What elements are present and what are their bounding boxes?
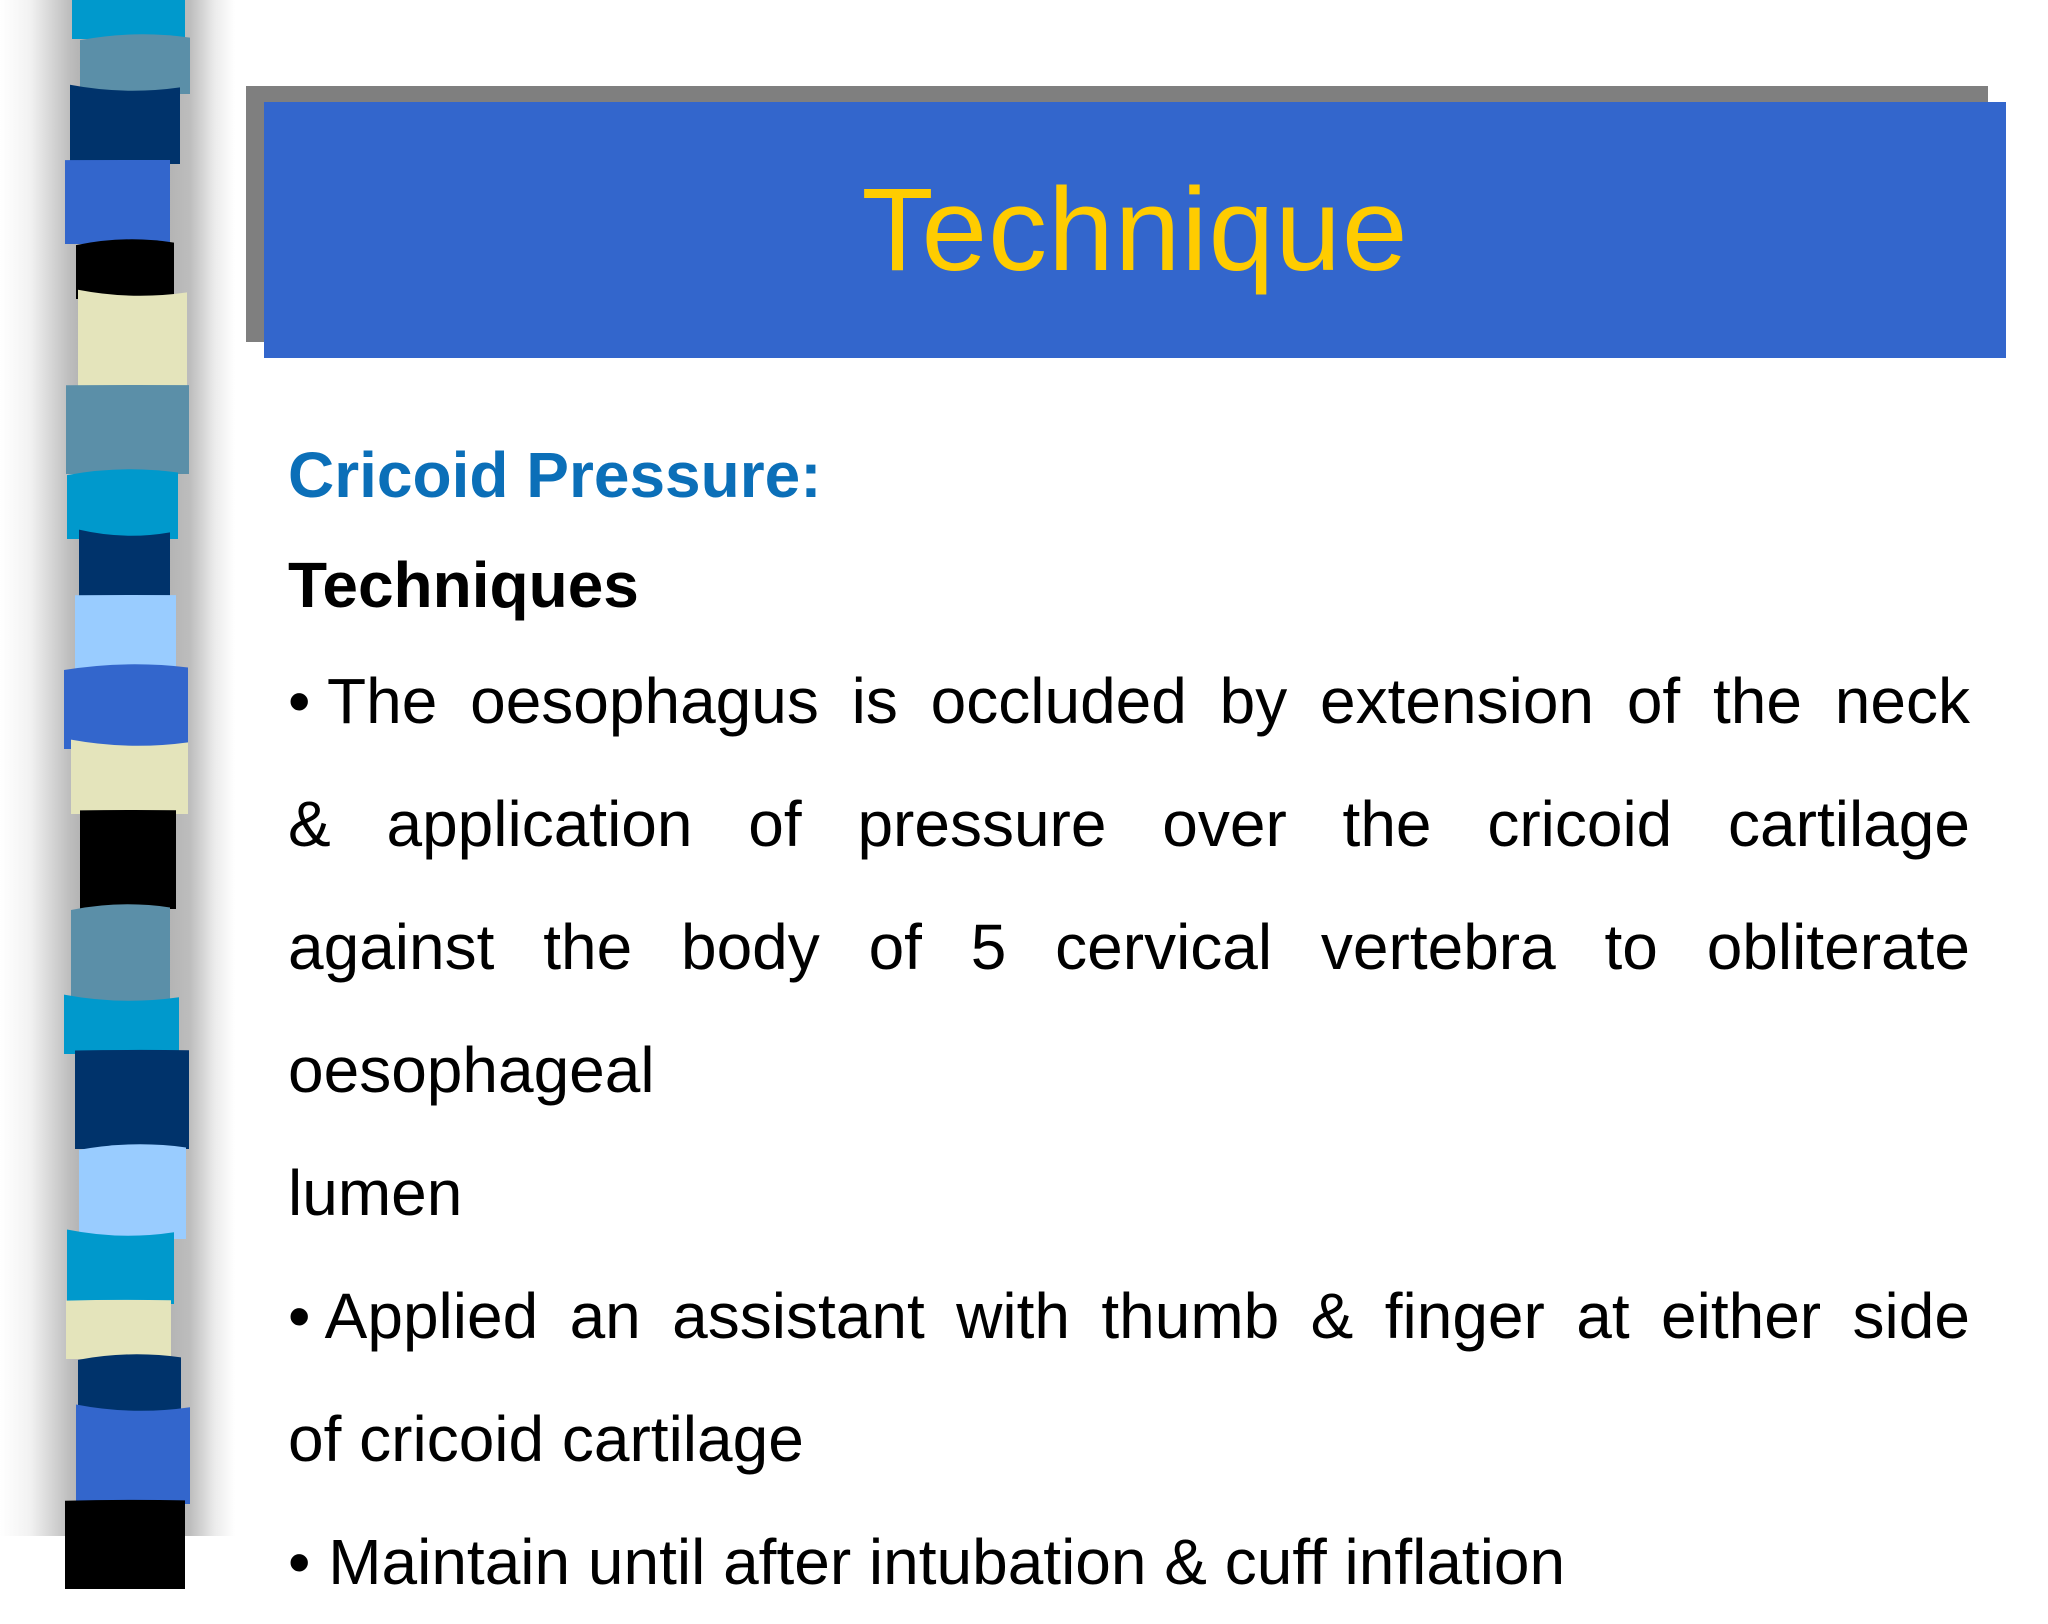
strip-band — [72, 0, 185, 39]
word: • Applied — [288, 1280, 539, 1352]
word: application — [386, 788, 693, 860]
text-line — [288, 640, 1970, 763]
strip-band — [80, 34, 190, 94]
word: cricoid — [1487, 788, 1673, 860]
strip-band — [70, 85, 180, 164]
strip-band — [66, 1300, 171, 1359]
word: at — [1576, 1280, 1630, 1352]
text-line — [288, 886, 1970, 1009]
word: neck — [1834, 665, 1970, 737]
text-line — [288, 763, 1970, 886]
slide-title: Technique — [861, 164, 1409, 296]
word: oesophagus — [470, 665, 819, 737]
strip-band — [75, 595, 176, 669]
word: is — [851, 665, 898, 737]
strip-band — [79, 530, 170, 599]
word: with — [956, 1280, 1070, 1352]
strip-band — [65, 1500, 185, 1589]
word: assistant — [672, 1280, 925, 1352]
text-line-partial: • Maintain until after intubation & cuff inflation — [288, 1526, 1566, 1598]
section-heading: Techniques — [288, 549, 639, 621]
strip-band — [75, 1050, 189, 1149]
word: of — [748, 788, 802, 860]
word: & — [1310, 1280, 1354, 1352]
strip-band — [71, 740, 188, 814]
word: of — [868, 911, 922, 983]
word: over — [1162, 788, 1287, 860]
word: obliterate — [1706, 911, 1970, 983]
word: body — [680, 911, 820, 983]
word: cartilage — [1728, 788, 1970, 860]
word: against — [288, 911, 495, 983]
word: vertebra — [1320, 911, 1556, 983]
strip-band — [66, 385, 189, 474]
word: to — [1604, 911, 1658, 983]
word: pressure — [857, 788, 1107, 860]
bullet-paragraph-2 — [288, 1255, 1970, 1624]
title-banner — [264, 102, 2006, 358]
text-line: lumen — [288, 1157, 463, 1229]
slide-body — [288, 420, 1970, 1624]
word: finger — [1384, 1280, 1545, 1352]
bullet-paragraph-1 — [288, 640, 1970, 1255]
word: cervical — [1055, 911, 1273, 983]
strip-band — [65, 160, 170, 244]
word: side — [1852, 1280, 1970, 1352]
strip-band — [79, 1144, 186, 1239]
word: 5 — [970, 911, 1007, 983]
text-line — [288, 1255, 1970, 1378]
strip-band — [78, 1354, 181, 1414]
strip-band — [71, 904, 170, 1004]
word: extension — [1320, 665, 1595, 737]
text-line: oesophageal — [288, 1034, 655, 1106]
word: thumb — [1101, 1280, 1280, 1352]
decorative-strip — [0, 0, 240, 1536]
word: • The — [288, 665, 438, 737]
word: the — [543, 911, 633, 983]
subheading: Cricoid Pressure: — [288, 439, 822, 511]
word: occluded — [930, 665, 1187, 737]
strip-band — [67, 469, 178, 539]
word: the — [1342, 788, 1432, 860]
word: an — [569, 1280, 641, 1352]
word: of — [1626, 665, 1681, 737]
strip-band — [76, 1405, 190, 1504]
word: the — [1712, 665, 1802, 737]
strip-band — [80, 810, 176, 909]
strip-band — [64, 664, 188, 749]
strip-band — [76, 239, 174, 299]
strip-band — [78, 290, 187, 389]
text-line: of cricoid cartilage — [288, 1403, 804, 1475]
word: & — [288, 788, 331, 860]
strip-band — [67, 1230, 174, 1304]
strip-band — [64, 995, 179, 1054]
word: by — [1219, 665, 1288, 737]
word: either — [1661, 1280, 1822, 1352]
